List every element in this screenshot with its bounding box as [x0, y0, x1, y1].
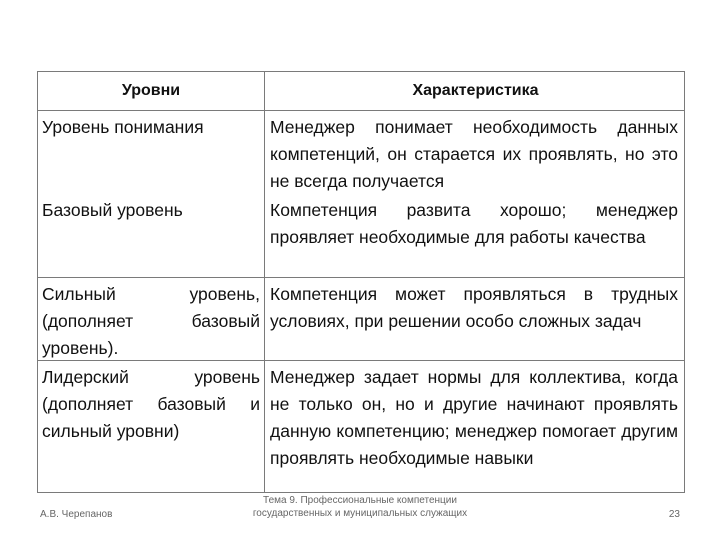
page-number: 23 [668, 509, 680, 520]
row-divider [38, 277, 684, 278]
row-4-description: Менеджер задает нормы для коллектива, когда не только он, но и другие начинают проявлять данную компетенцию; менеджер помогает другим проявлять необходимые навыки [270, 367, 678, 468]
row-divider [38, 360, 684, 361]
row-3-description: Компетенция может проявляться в трудных условиях, при решении особо сложных задач [270, 284, 678, 331]
footer-topic: Тема 9. Профессиональные компетенции государственных и муниципальных служащих [252, 495, 468, 519]
row-3-level: Сильный уровень, (дополняет базовый уровень). [42, 284, 260, 358]
row-4-level: Лидерский уровень (дополняет базовый и сильный уровни) [42, 367, 260, 441]
header-levels: Уровни [121, 82, 181, 99]
row-1-description: Менеджер понимает необходимость данных компетенций, он старается их проявлять, но это не всегда получается [270, 117, 678, 191]
column-divider [264, 72, 265, 492]
row-2-description: Компетенция развита хорошо; менеджер проявляет необходимые для работы качества [270, 200, 678, 247]
footer-author: А.В. Черепанов [40, 509, 113, 520]
row-1-level: Уровень понимания [42, 117, 204, 137]
header-divider [38, 110, 684, 111]
competence-levels-table [37, 71, 685, 493]
row-2-level: Базовый уровень [42, 200, 183, 220]
header-characteristic: Характеристика [412, 82, 539, 99]
